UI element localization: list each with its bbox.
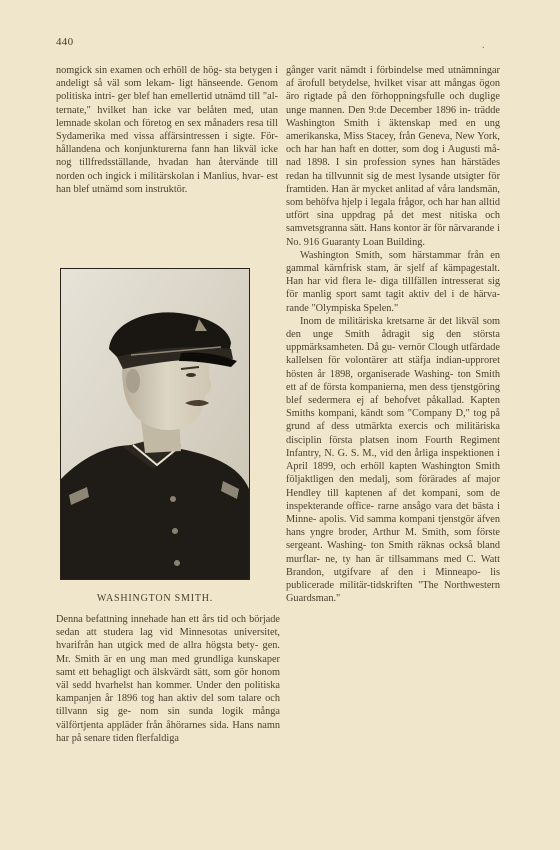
paragraph: Inom de militäriska kretsarne är det likväl som den unge Smith ådragit sig den största uppmärksamheten. Då gu- vernör Clough utfärdade kallelsen för volontärer att stäfja indian-upproret hösten år 1898, organiserade Washing- ton Smith ett af de första kompanierna, men dess tjenstgöring blef sedermera ej af behofvet påkallad. Kapten Smiths kompani, kändt som "Company D," tog på grund af dess utmärkta exercis och militäriska disciplin första platsen inom Fourth Regiment Infantry, N. G. S. M., vid den årliga inspektionen i April 1899, och erhöll kapten Washington Smith följaktligen den medalj, som förärades af major Hendley till kaptenen af det kompani, som de inspekterande office- rarne ansågo vara det bästa i Minne- apolis. Vid samma kompani tjenstgör äfven hans yngre broder, Arthur M. Smith, som förste sergeant. Washing- ton Smith räknas också bland murflar- ne, ty han är tillsammans med C. Watt Brandon, utgifvare af den i Minneapo- lis publicerade militär-tidskriften "The Northwestern Guardsman." bbox=[286, 315, 500, 605]
left-column-bottom bbox=[56, 613, 280, 745]
paragraph: Washington Smith, som härstammar från en gammal kärnfrisk stam, är sjelf af kämpagestalt. Han har vid flera le- diga tillfällen intresserat sig för manlig sport samt tagit aktiv del i de härva- rande "Olympiska Spelen." bbox=[286, 249, 500, 314]
portrait-photo bbox=[60, 268, 250, 580]
left-column-top bbox=[56, 64, 278, 196]
paragraph: nomgick sin examen och erhöll de hög- sta betygen i andeligt så väl som lekam- ligt hänseende. Genom politiska intri- ger blef han emellertid utnämd till "al- ternate," hvilket han icke var belåten med, utan lemnade skolan och företog en sex månaders resa till Sydamerika med vissa affärsintressen i sigte. För- hållandena och konjunkturerna fann han likväl icke nog tillfredsställande, hvadan han återvände till norden och ingick i militärskolan i Manlius, hvar- est han blef utnämd som instruktör. bbox=[56, 65, 278, 195]
portrait-illustration bbox=[61, 269, 249, 579]
portrait-caption: WASHINGTON SMITH. bbox=[96, 593, 214, 604]
paragraph: gånger varit nämdt i förbindelse med utnämningar af ärofull betydelse, hvilket visar att mångas ögon äro rigtade på den förhoppningsfulle och duglige unge mannen. Den 9:de December 1896 in- trädde Washington Smith i äktenskap med en ung amerikanska, Miss Stacey, från Geneva, New York, och har han haft en dotter, som dog i Augusti må- nad 1898. I sin profession synes han härstädes redan ha tillvunnit sig de mest lysande utsigter för framtiden. Han är mycket anlitad af våra landsmän, som behöfva hjelp i legala frågor, och har han alltid utfört sina uppdrag på det mest nitiska och samvetsgranna sätt. Hans kontor är för närvarande i No. 916 Guaranty Loan Building. bbox=[286, 65, 500, 248]
page-number: 440 bbox=[56, 36, 74, 48]
paragraph: Denna befattning innehade han ett års tid och började sedan att studera lag vid Minnesotas universitet, hvarifrån han utgick med de allra högsta bety- gen. Mr. Smith är en ung man med grundliga kunskaper samt ett behagligt och älskvärdt sätt, som gör honom väl sedd hvarhelst han kommer. Under den politiska kampanjen år 1896 tog han aktiv del som talare och tillvann sig ge- nom sin sunda logik många välförtjenta appläder från åhörarnes sida. Hans namn har på senare tiden flerfaldiga bbox=[56, 614, 280, 744]
right-column bbox=[286, 64, 500, 605]
page-mark: . bbox=[482, 40, 485, 51]
